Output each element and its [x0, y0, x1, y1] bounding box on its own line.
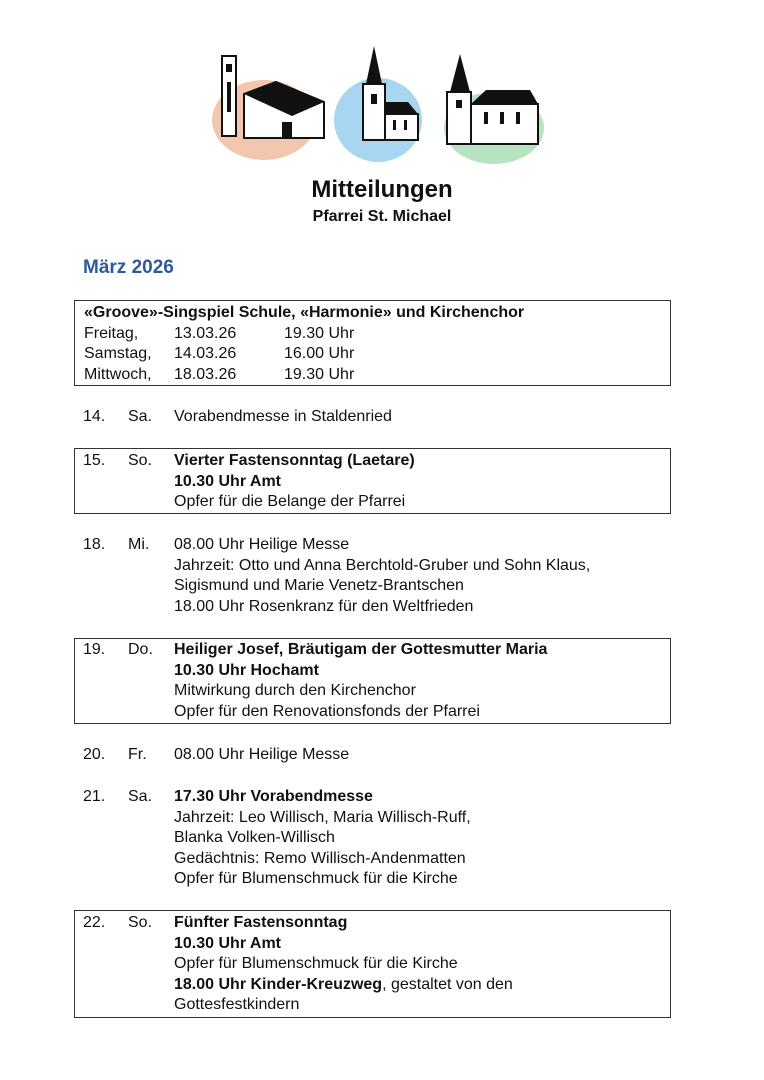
church-left-icon — [212, 56, 324, 160]
church-right-icon — [444, 54, 544, 164]
choir-weekday: Samstag, — [84, 345, 152, 363]
entry-weekday: Mi. — [128, 536, 150, 553]
entry-line: Sigismund und Marie Venetz-Brantschen — [174, 577, 464, 595]
choir-weekday: Freitag, — [84, 324, 139, 342]
entry-line: 17.30 Uhr Vorabendmesse — [174, 788, 373, 805]
entry-day: 22. — [83, 914, 106, 931]
entry-line: Opfer für den Renovationsfonds der Pfarrei — [174, 702, 480, 720]
entry-weekday: So. — [128, 914, 153, 931]
entry-line: Mitwirkung durch den Kirchenchor — [174, 682, 416, 700]
entry-line: Jahrzeit: Leo Willisch, Maria Willisch-Ruff, — [174, 808, 471, 826]
entry-line: 08.00 Uhr Heilige Messe — [174, 746, 350, 763]
entry-line: 18.00 Uhr Rosenkranz für den Weltfrieden — [174, 597, 474, 615]
month-heading: März 2026 — [83, 257, 174, 278]
entry-line: Vorabendmesse in Staldenried — [174, 408, 392, 425]
entry-line: 10.30 Uhr Hochamt — [174, 661, 319, 679]
page-subtitle: Pfarrei St. Michael — [312, 208, 452, 225]
entry-line: Heiliger Josef, Bräutigam der Gottesmutter Maria — [174, 641, 548, 658]
entry-day: 20. — [83, 746, 106, 763]
choir-weekday: Mittwoch, — [84, 365, 152, 383]
entry-line: Vierter Fastensonntag (Laetare) — [174, 452, 415, 469]
entry-line: Gedächtnis: Remo Willisch-Andenmatten — [174, 849, 466, 867]
entry-line-suffix: , gestaltet von den — [382, 975, 513, 993]
entry-weekday: Do. — [128, 641, 153, 658]
parish-logo — [212, 42, 548, 164]
choir-box — [74, 300, 671, 386]
entry-line: Opfer für die Belange der Pfarrei — [174, 493, 406, 511]
entry-weekday: Fr. — [128, 746, 147, 763]
entry-day: 21. — [83, 788, 106, 805]
choir-date: 13.03.26 — [174, 324, 237, 342]
page-title: Mitteilungen — [311, 176, 453, 203]
choir-date-row — [84, 344, 670, 365]
entry-weekday: Sa. — [128, 788, 153, 805]
choir-date-row — [84, 365, 670, 386]
entry-weekday: Sa. — [128, 408, 153, 425]
entry-line: Jahrzeit: Otto und Anna Berchtold-Gruber und Sohn Klaus, — [174, 556, 591, 574]
entry-line: Fünfter Fastensonntag — [174, 914, 348, 931]
choir-date: 14.03.26 — [174, 345, 237, 363]
entry-line: 10.30 Uhr Amt — [174, 934, 281, 952]
choir-time: 19.30 Uhr — [284, 365, 355, 383]
entry-line: Gottesfestkindern — [174, 996, 300, 1014]
entry-line: Opfer für Blumenschmuck für die Kirche — [174, 870, 458, 888]
entry-line: Blanka Volken-Willisch — [174, 829, 335, 847]
choir-time: 16.00 Uhr — [284, 345, 355, 363]
choir-date-row — [84, 324, 670, 345]
entry-day: 19. — [83, 641, 106, 658]
choir-title: «Groove»-Singspiel Schule, «Harmonie» und Kirchenchor — [84, 304, 525, 321]
entry-weekday: So. — [128, 452, 153, 469]
entry-line: 08.00 Uhr Heilige Messe — [174, 536, 350, 553]
entry-day: 18. — [83, 536, 106, 553]
church-middle-icon — [334, 46, 422, 162]
entry-line: 10.30 Uhr Amt — [174, 472, 281, 490]
entry-line — [174, 975, 513, 996]
choir-time: 19.30 Uhr — [284, 324, 355, 342]
choir-date: 18.03.26 — [174, 365, 237, 383]
entry-line-bold: 18.00 Uhr Kinder-Kreuzweg — [174, 975, 383, 993]
entry-day: 14. — [83, 408, 106, 425]
entry-line: Opfer für Blumenschmuck für die Kirche — [174, 955, 458, 973]
entry-day: 15. — [83, 452, 106, 469]
